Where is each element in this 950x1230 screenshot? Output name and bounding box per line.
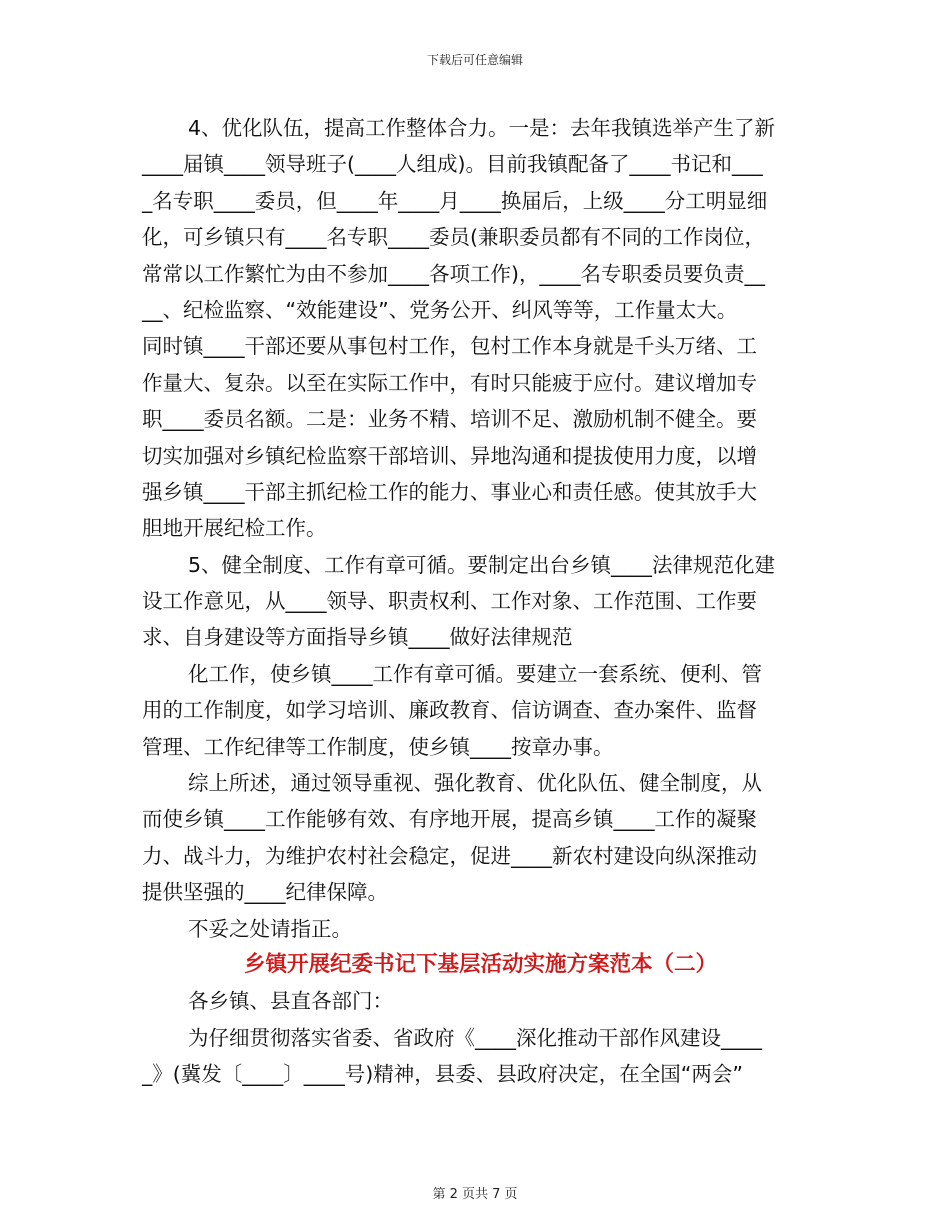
paragraph-line: 作量大、复杂。以至在实际工作中，有时只能疲于应付。建议增加专 bbox=[142, 370, 757, 395]
paragraph-line: 切实加强对乡镇纪检监察干部培训、异地沟通和提拔使用力度，以增 bbox=[142, 443, 757, 468]
paragraph-line: _名专职____委员，但____年____月____换届后，上级____分工明显细 bbox=[142, 188, 768, 213]
paragraph-line: 设工作意见，从____领导、职责权利、工作对象、工作范围、工作要 bbox=[142, 589, 757, 614]
paragraph-line: 4、优化队伍，提高工作整体合力。一是：去年我镇选举产生了新 bbox=[188, 116, 776, 140]
paragraph-line: __、纪检监察、“效能建设”、党务公开、纠风等等，工作量太大。 bbox=[142, 297, 738, 322]
section-title: 乡镇开展纪委书记下基层活动实施方案范本（二） bbox=[243, 951, 717, 977]
paragraph-line: 管理、工作纪律等工作制度，使乡镇____按章办事。 bbox=[142, 734, 614, 759]
paragraph-line: 而使乡镇____工作能够有效、有序地开展，提高乡镇____工作的凝聚 bbox=[142, 807, 757, 832]
page-footer: 第 2 页共 7 页 bbox=[432, 1187, 518, 1202]
paragraph-line: 胆地开展纪检工作。 bbox=[142, 516, 327, 541]
paragraph-line: 各乡镇、县直各部门： bbox=[188, 989, 393, 1014]
paragraph-line: 同时镇____干部还要从事包村工作，包村工作本身就是千头万绪、工 bbox=[142, 334, 757, 359]
paragraph-line: 提供坚强的____纪律保障。 bbox=[142, 880, 388, 905]
paragraph-line: 常常以工作繁忙为由不参加____各项工作)，____名专职委员要负责__ bbox=[142, 261, 765, 286]
paragraph-line: 强乡镇____干部主抓纪检工作的能力、事业心和责任感。使其放手大 bbox=[142, 479, 757, 504]
paragraph-line: 力、战斗力，为维护农村社会稳定，促进____新农村建设向纵深推动 bbox=[142, 843, 757, 868]
paragraph-line: _》(冀发〔____〕____号)精神，县委、县政府决定，在全国“两会” bbox=[142, 1062, 743, 1087]
paragraph-line: ____届镇____领导班子(____人组成)。目前我镇配备了____书记和___ bbox=[142, 152, 763, 177]
paragraph-line: 求、自身建设等方面指导乡镇____做好法律规范 bbox=[142, 625, 573, 650]
paragraph-line: 综上所述，通过领导重视、强化教育、优化队伍、健全制度，从 bbox=[188, 771, 762, 796]
document-body bbox=[142, 110, 807, 1093]
paragraph-line: 5、健全制度、工作有章可循。要制定出台乡镇____法律规范化建 bbox=[188, 552, 776, 577]
paragraph-line: 为仔细贯彻落实省委、省政府《____深化推动干部作风建设____ bbox=[188, 1025, 762, 1050]
paragraph-line: 用的工作制度，如学习培训、廉政教育、信访调查、查办案件、监督 bbox=[142, 698, 757, 723]
paragraph-line: 化工作，使乡镇____工作有章可循。要建立一套系统、便利、管 bbox=[188, 661, 762, 686]
paragraph-line: 化，可乡镇只有____名专职____委员(兼职委员都有不同的工作岗位， bbox=[142, 225, 765, 250]
paragraph-line: 不妥之处请指正。 bbox=[188, 916, 352, 941]
page-header: 下载后可任意编辑 bbox=[426, 53, 523, 67]
paragraph-line: 职____委员名额。二是：业务不精、培训不足、激励机制不健全。要 bbox=[142, 407, 757, 432]
